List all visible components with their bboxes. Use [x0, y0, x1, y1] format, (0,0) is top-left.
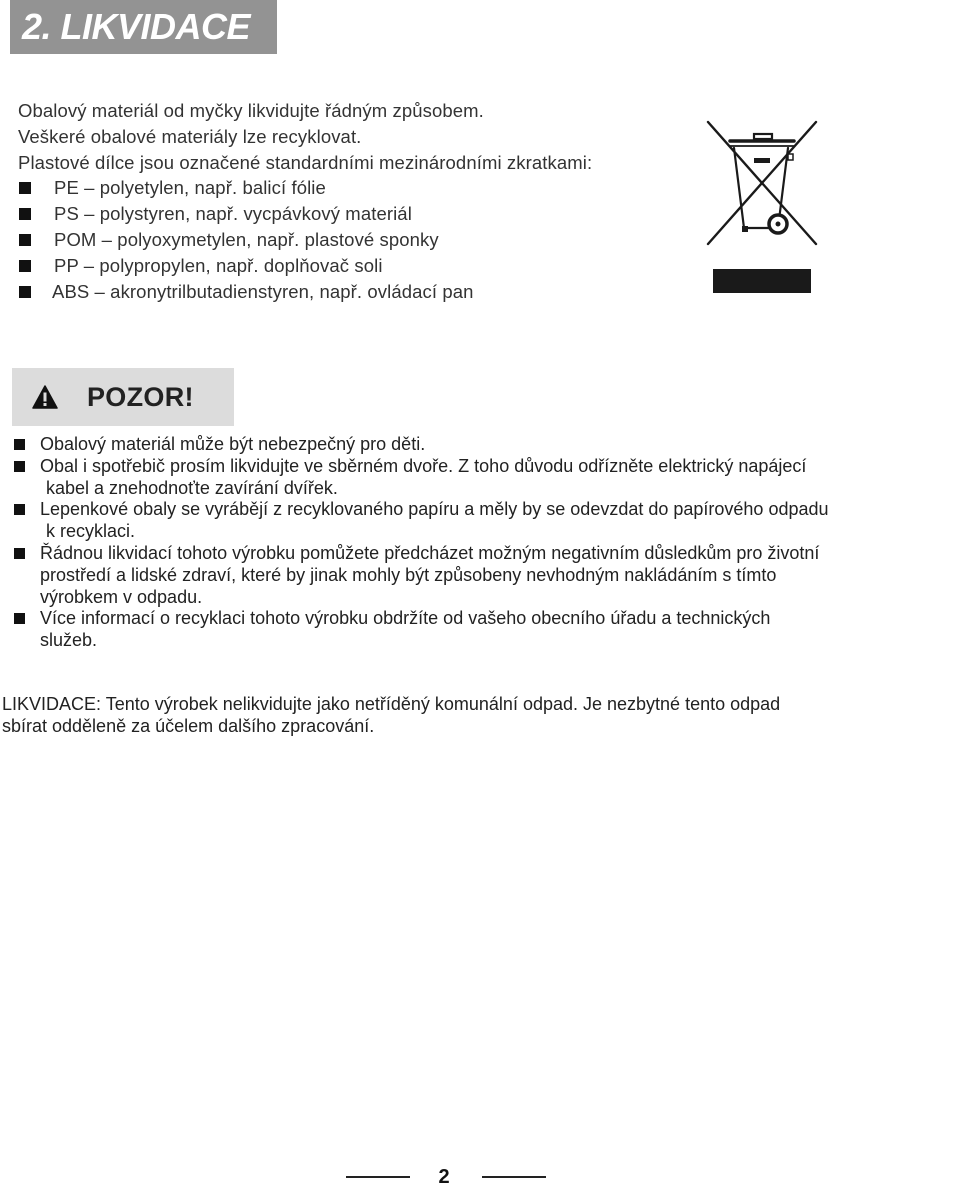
plastic-code-text: PE – polyetylen, např. balicí fólie: [54, 177, 326, 199]
disposal-line: LIKVIDACE: Tento výrobek nelikvidujte jako netříděný komunální odpad. Je nezbytné tento odpad: [2, 694, 781, 714]
plastic-code-item: [18, 253, 708, 279]
intro-line: Veškeré obalové materiály lze recyklovat.: [18, 125, 362, 147]
plastic-code-text: POM – polyoxymetylen, např. plastové sponky: [54, 228, 439, 250]
list-item-line: k recyklaci.: [46, 521, 136, 542]
bullet-square-icon: [19, 208, 31, 220]
intro-text: [18, 98, 708, 304]
weee-bar: [713, 269, 811, 293]
bullet-square-icon: [14, 504, 25, 515]
list-item-line: služeb.: [40, 630, 98, 651]
bullet-square-icon: [19, 182, 31, 194]
section-title: 2. LIKVIDACE: [22, 6, 251, 47]
list-item: [14, 543, 960, 608]
list-item-line: Obalový materiál může být nebezpečný pro děti.: [40, 434, 426, 454]
list-item: [14, 499, 960, 543]
warning-title: POZOR!: [87, 382, 194, 412]
section-header: [10, 0, 277, 54]
bullet-square-icon: [14, 439, 25, 450]
warning-triangle-icon: [32, 385, 58, 409]
list-item: [14, 608, 960, 652]
bullet-square-icon: [19, 260, 31, 272]
list-item-line: kabel a znehodnoťte zavírání dvířek.: [46, 477, 338, 498]
list-item-line: výrobkem v odpadu.: [40, 586, 203, 607]
bullet-square-icon: [14, 461, 25, 472]
list-item-line: Obal i spotřebič prosím likvidujte ve sběrném dvoře. Z toho důvodu odřízněte elektrický napájecí: [40, 455, 807, 476]
plastic-code-text: PP – polypropylen, např. doplňovač soli: [54, 254, 383, 276]
list-item-line: Řádnou likvidací tohoto výrobku pomůžete předcházet možným negativním důsledkům pro životní: [40, 542, 820, 563]
list-item: [14, 434, 960, 456]
bullet-square-icon: [14, 548, 25, 559]
list-item-line: Lepenkové obaly se vyrábějí z recyklovaného papíru a měly by se odevzdat do papírového odpadu: [40, 499, 829, 520]
warning-box: [12, 368, 234, 426]
list-item-line: Více informací o recyklaci tohoto výrobku obdržíte od vašeho obecního úřadu a technických: [40, 608, 771, 629]
bullet-square-icon: [19, 234, 31, 246]
disposal-line: sbírat odděleně za účelem dalšího zpracování.: [2, 715, 375, 736]
bullet-square-icon: [19, 286, 31, 298]
warning-list: [14, 434, 960, 652]
plastic-code-item: [18, 227, 708, 253]
intro-line: Plastové dílce jsou označené standardními mezinárodními zkratkami:: [18, 151, 593, 173]
list-item-line: prostředí a lidské zdraví, které by jinak mohly být způsobeny nevhodným nakládáním s tímto: [40, 564, 777, 585]
plastic-code-text: ABS – akronytrilbutadienstyren, např. ovládací pan: [52, 280, 474, 302]
footer-rule-right: [482, 1176, 546, 1178]
crossed-out-wheelie-bin-icon: [706, 120, 818, 246]
plastic-code-item: [18, 175, 708, 201]
intro-line: Obalový materiál od myčky likvidujte řádným způsobem.: [18, 100, 484, 121]
footer-rule-left: [346, 1176, 410, 1178]
bullet-square-icon: [14, 613, 25, 624]
plastic-code-item: [18, 201, 708, 227]
disposal-note: [2, 694, 952, 738]
list-item: [14, 456, 960, 500]
plastic-code-text: PS – polystyren, např. vycpávkový materiál: [54, 203, 412, 225]
page-number: 2: [438, 1166, 450, 1188]
plastic-code-item: [18, 279, 708, 305]
